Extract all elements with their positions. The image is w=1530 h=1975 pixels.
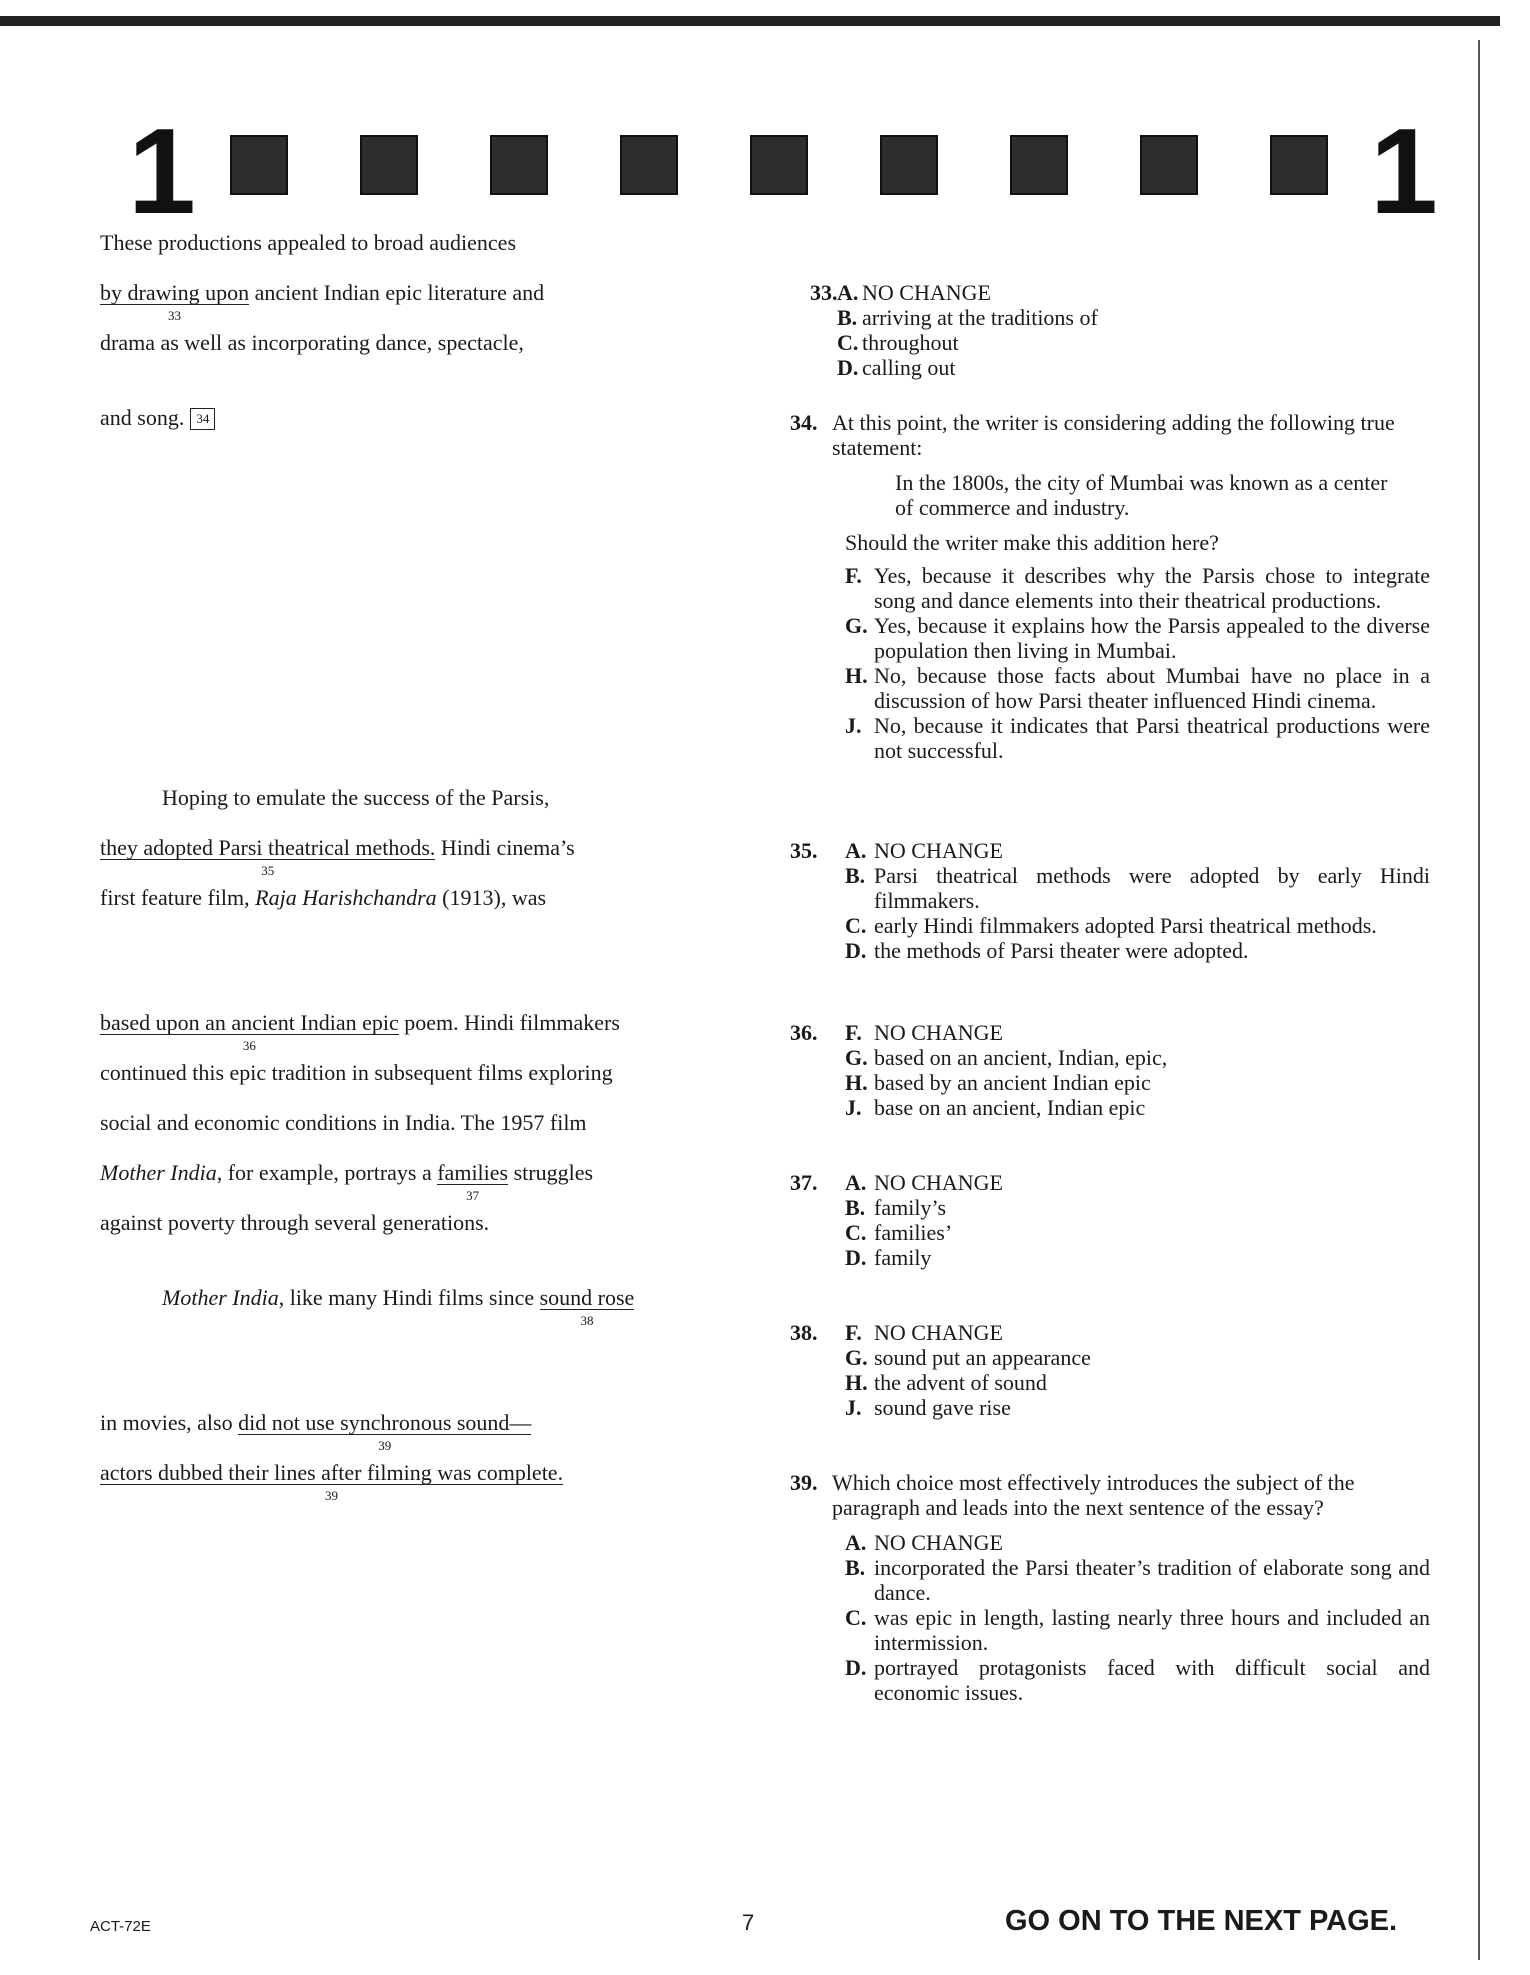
question-number: 33. (810, 280, 838, 305)
question-stem: At this point, the writer is considering adding the following true statement: (832, 410, 1395, 460)
question-box-34: 34 (190, 408, 215, 430)
answer-option[interactable]: C. families’ (845, 1220, 953, 1245)
answer-option[interactable]: A. NO CHANGE (837, 280, 991, 305)
answer-option[interactable]: D. the methods of Parsi theater were adopted. (845, 938, 1249, 963)
section-number-left: 1 (128, 103, 196, 239)
passage-line: continued this epic tradition in subsequent films exploring (100, 1060, 613, 1085)
question-number: 34. (790, 410, 818, 435)
question-number: 37. (790, 1170, 818, 1195)
passage-line: they adopted Parsi theatrical methods. 35 Hindi cinema’s (100, 835, 575, 878)
marker-square (1010, 135, 1068, 195)
answer-option[interactable]: H. the advent of sound (845, 1370, 1047, 1395)
underlined-portion-39: actors dubbed their lines after filming was complete. 39 (100, 1460, 564, 1503)
answer-option[interactable]: D. calling out (837, 355, 956, 380)
question-34 (790, 410, 1430, 763)
answer-option[interactable]: J. base on an ancient, Indian epic (845, 1095, 1146, 1120)
section-number-right: 1 (1370, 103, 1438, 239)
answer-option[interactable]: J. No, because it indicates that Parsi theatrical productions were not successful. (845, 713, 1430, 763)
passage-line: Mother India, like many Hindi films since sound rose 38 (162, 1285, 635, 1328)
passage-line: against poverty through several generations. (100, 1210, 490, 1235)
passage-line: first feature film, Raja Harishchandra (1913), was (100, 885, 547, 910)
underlined-portion-38: sound rose 38 (539, 1285, 635, 1328)
question-36 (790, 1020, 1430, 1120)
question-number-35: 35 (261, 863, 275, 878)
answer-option[interactable]: H. No, because those facts about Mumbai have no place in a discussion of how Parsi theater influenced Hindi cinema. (845, 663, 1430, 713)
answer-option[interactable]: H. based by an ancient Indian epic (845, 1070, 1151, 1095)
question-number: 36. (790, 1020, 818, 1045)
marker-square (750, 135, 808, 195)
passage-line: by drawing upon 33 ancient Indian epic literature and (100, 280, 545, 323)
passage-line: These productions appealed to broad audiences (100, 230, 517, 255)
marker-square (490, 135, 548, 195)
question-number-39: 39 (325, 1488, 339, 1503)
question-number-38: 38 (580, 1313, 594, 1328)
answer-option[interactable]: A. NO CHANGE (845, 1530, 1003, 1555)
passage-line: based upon an ancient Indian epic 36 poem. Hindi filmmakers (100, 1010, 620, 1053)
question-number: 35. (790, 838, 818, 863)
marker-square (1270, 135, 1328, 195)
passage-line: social and economic conditions in India. The 1957 film (100, 1110, 587, 1135)
answer-option[interactable]: B. incorporated the Parsi theater’s tradition of elaborate song and dance. (845, 1555, 1430, 1605)
answer-option[interactable]: C. early Hindi filmmakers adopted Parsi theatrical methods. (845, 913, 1377, 938)
answer-option[interactable]: D. portrayed protagonists faced with difficult social and economic issues. (845, 1655, 1430, 1705)
question-stem: Which choice most effectively introduces the subject of the paragraph and leads into the next sentence of the essay? (832, 1470, 1355, 1520)
passage-line: Mother India, for example, portrays a families 37 struggles (100, 1160, 594, 1203)
marker-square (1140, 135, 1198, 195)
question-38 (790, 1320, 1430, 1420)
question-number-33: 33 (168, 308, 182, 323)
quoted-statement: In the 1800s, the city of Mumbai was known as a center of commerce and industry. (895, 470, 1388, 520)
answer-option[interactable]: G. based on an ancient, Indian, epic, (845, 1045, 1168, 1070)
section-marker-squares (230, 135, 1340, 197)
passage-line: Hoping to emulate the success of the Parsis, (162, 785, 550, 810)
answer-option[interactable]: B. family’s (845, 1195, 947, 1220)
question-35 (790, 838, 1430, 963)
underlined-portion-37: families 37 (437, 1160, 509, 1203)
answer-option[interactable]: F. NO CHANGE (845, 1020, 1003, 1045)
question-number-37: 37 (466, 1188, 480, 1203)
question-number: 38. (790, 1320, 818, 1345)
answer-option[interactable]: A. NO CHANGE (845, 1170, 1003, 1195)
question-39 (790, 1470, 1430, 1705)
answer-option[interactable]: D. family (845, 1245, 932, 1270)
marker-square (880, 135, 938, 195)
marker-square (230, 135, 288, 195)
answer-option[interactable]: C. was epic in length, lasting nearly three hours and included an intermission. (845, 1605, 1430, 1655)
answer-option[interactable]: F. Yes, because it describes why the Parsis chose to integrate song and dance elements into their theatrical productions. (845, 563, 1430, 613)
question-number: 39. (790, 1470, 818, 1495)
answer-option[interactable]: A. NO CHANGE (845, 838, 1003, 863)
answer-option[interactable]: B. Parsi theatrical methods were adopted by early Hindi filmmakers. (845, 863, 1430, 913)
answer-option[interactable]: C. throughout (837, 330, 959, 355)
top-rule (0, 16, 1500, 26)
passage-line: drama as well as incorporating dance, spectacle, (100, 330, 524, 355)
question-prompt: Should the writer make this addition here? (845, 530, 1219, 555)
passage-line: and song. 34 (100, 405, 215, 431)
answer-option[interactable]: G. sound put an appearance (845, 1345, 1091, 1370)
form-code: ACT-72E (90, 1918, 151, 1935)
answer-option[interactable]: G. Yes, because it explains how the Parsis appealed to the diverse population then living in Mumbai. (845, 613, 1430, 663)
right-margin-rule (1478, 40, 1480, 1960)
question-33 (790, 280, 1430, 380)
answer-option[interactable]: J. sound gave rise (845, 1395, 1011, 1420)
marker-square (620, 135, 678, 195)
passage-line (100, 1460, 564, 1503)
question-number-39: 39 (378, 1438, 392, 1453)
question-number-36: 36 (242, 1038, 256, 1053)
marker-square (360, 135, 418, 195)
passage-line: in movies, also did not use synchronous sound— 39 (100, 1410, 532, 1453)
underlined-portion-35: they adopted Parsi theatrical methods. 35 (100, 835, 436, 878)
answer-option[interactable]: F. NO CHANGE (845, 1320, 1003, 1345)
underlined-portion-39: did not use synchronous sound— 39 (238, 1410, 532, 1453)
page-number: 7 (742, 1910, 755, 1935)
answer-option[interactable]: B. arriving at the traditions of (837, 305, 1098, 330)
underlined-portion-33: by drawing upon 33 (100, 280, 250, 323)
question-37 (790, 1170, 1430, 1270)
underlined-portion-36: based upon an ancient Indian epic 36 (100, 1010, 399, 1053)
next-page-notice: GO ON TO THE NEXT PAGE. (1005, 1905, 1398, 1937)
